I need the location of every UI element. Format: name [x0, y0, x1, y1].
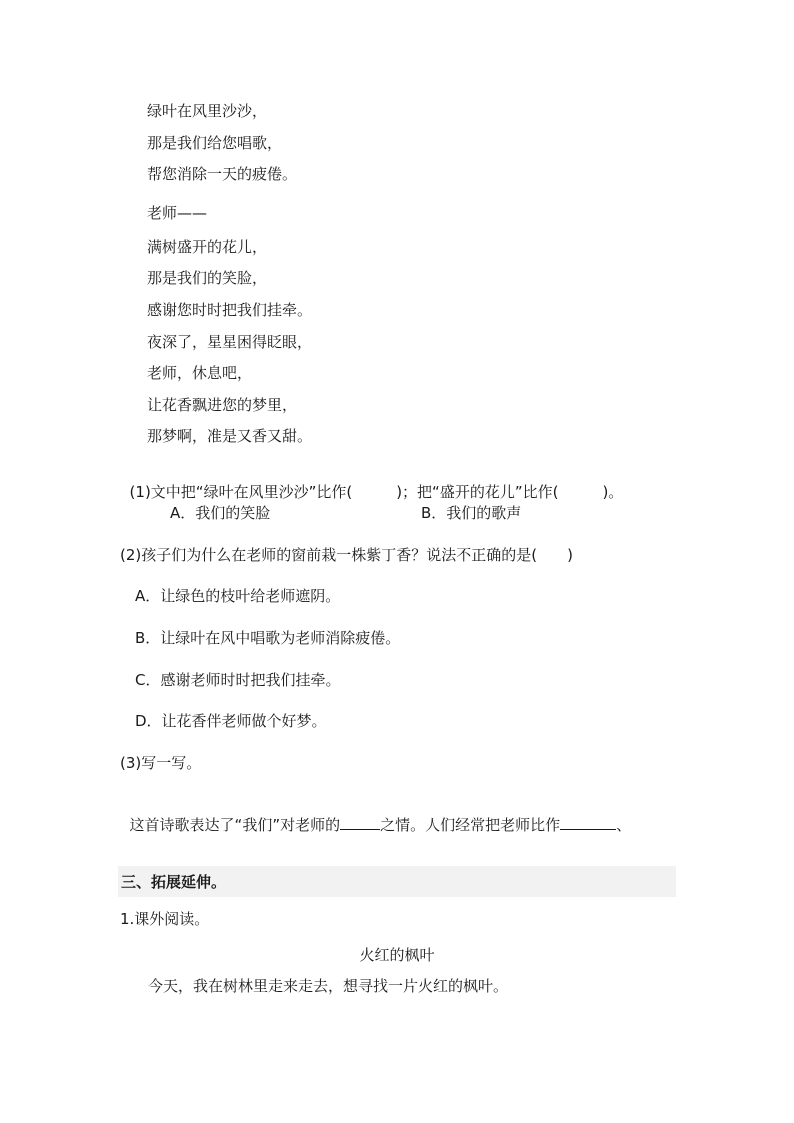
- poem-line: 夜深了，星星困得眨眼，: [147, 333, 313, 351]
- q2-option-d: D．让花香伴老师做个好梦。: [135, 712, 327, 730]
- q3-text-c: 、: [616, 816, 632, 834]
- poem-line: 老师——: [147, 204, 208, 222]
- question-3-label: (3)写一写。: [120, 754, 202, 772]
- q2-option-b: B．让绿叶在风中唱歌为老师消除疲倦。: [135, 629, 401, 647]
- q2-option-a: A．让绿色的枝叶给老师遮阴。: [135, 587, 341, 605]
- question-1: [120, 462, 623, 502]
- q3-text-a: 这首诗歌表达了“我们”对老师的: [129, 816, 341, 834]
- reading-title: 火红的枫叶: [359, 946, 435, 964]
- poem-line: 绿叶在风里沙沙，: [147, 102, 268, 120]
- section-item: 1.课外阅读。: [120, 910, 210, 928]
- reading-first-line: 今天，我在树林里走来走去，想寻找一片火红的枫叶。: [148, 977, 509, 995]
- q2-option-c: C．感谢老师时时把我们挂牵。: [135, 671, 341, 689]
- question-3-sentence: [120, 795, 631, 835]
- q3-text-b: 之情。人们经常把老师比作: [380, 816, 561, 834]
- poem-line: 那梦啊，准是又香又甜。: [147, 427, 313, 445]
- question-1-text-c: )。: [602, 483, 624, 501]
- poem-line: 让花香飘进您的梦里，: [147, 396, 298, 414]
- poem-line: 帮您消除一天的疲倦。: [147, 165, 298, 183]
- poem-line: 那是我们给您唱歌，: [147, 134, 283, 152]
- q1-option-a: A．我们的笑脸: [170, 504, 271, 522]
- fill-blank-1[interactable]: [340, 815, 380, 830]
- fill-blank-2[interactable]: [560, 815, 616, 830]
- q1-option-b: B．我们的歌声: [421, 504, 522, 522]
- poem-line: 感谢您时时把我们挂牵。: [147, 301, 313, 319]
- question-1-text-b: )；把“盛开的花儿”比作(: [396, 483, 559, 501]
- poem-line: 满树盛开的花儿，: [147, 238, 268, 256]
- question-2-text: (2)孩子们为什么在老师的窗前栽一株紫丁香？说法不正确的是( ): [120, 546, 573, 564]
- poem-line: 老师，休息吧，: [147, 364, 253, 382]
- section-title: 三、拓展延伸。: [121, 873, 227, 891]
- poem-line: 那是我们的笑脸，: [147, 269, 268, 287]
- question-1-text-a: (1)文中把“绿叶在风里沙沙”比作(: [129, 483, 353, 501]
